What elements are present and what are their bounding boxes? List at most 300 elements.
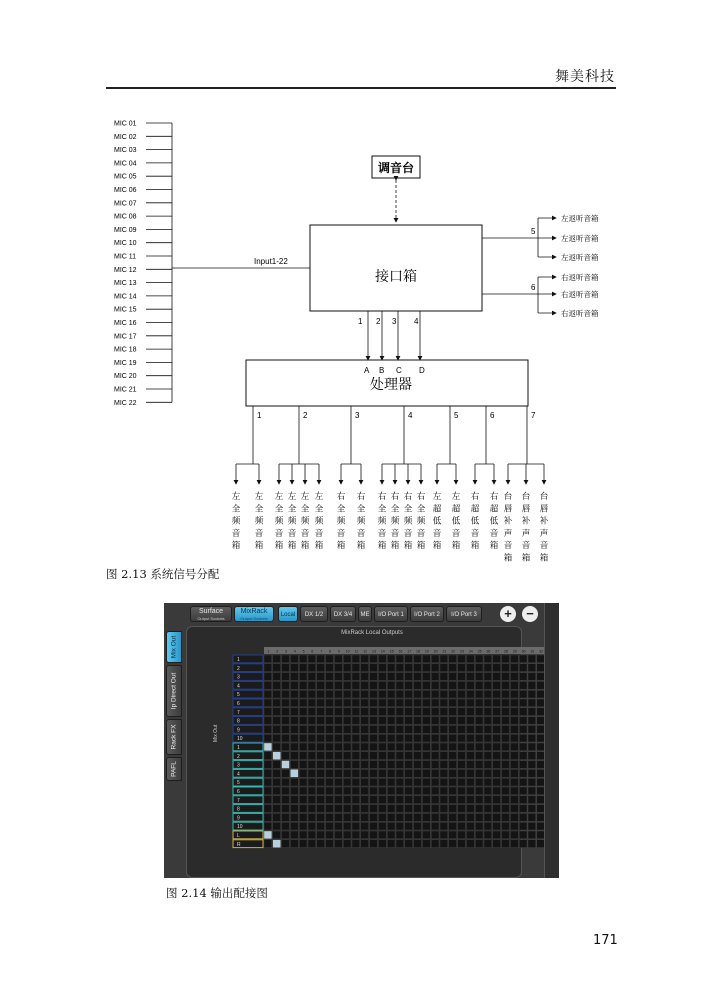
matrix-cell: [510, 840, 518, 848]
mic-label: MIC 14: [114, 293, 137, 301]
matrix-cell: [290, 725, 298, 733]
matrix-cell: [273, 673, 281, 681]
matrix-cell: [378, 717, 386, 725]
matrix-cell: [528, 840, 536, 848]
matrix-cell: [475, 690, 483, 698]
matrix-cell: [422, 813, 430, 821]
matrix-cell: [493, 813, 501, 821]
output-matrix-panel: [186, 626, 544, 878]
matrix-cell: [352, 664, 360, 672]
side-tab-label: Rack FX: [170, 724, 178, 750]
matrix-cell: [466, 664, 474, 672]
row-label: 6: [237, 701, 240, 707]
matrix-cell: [343, 805, 351, 813]
row-label: 10: [237, 824, 243, 831]
minus-button[interactable]: −: [522, 606, 538, 622]
matrix-cell: [449, 681, 457, 689]
matrix-cell: [326, 690, 334, 698]
matrix-cell: [282, 734, 290, 742]
matrix-cell: [493, 840, 501, 848]
matrix-cell: [273, 822, 281, 830]
matrix-cell: [484, 805, 492, 813]
matrix-cell: [326, 778, 334, 786]
matrix-cell: [449, 831, 457, 839]
matrix-cell: [466, 655, 474, 663]
matrix-cell: [466, 690, 474, 698]
matrix-cell: [343, 752, 351, 760]
matrix-cell: [405, 840, 413, 848]
row-label: 1: [237, 657, 240, 663]
matrix-cell: [466, 831, 474, 839]
matrix-cell: [440, 725, 448, 733]
matrix-cell: [352, 778, 360, 786]
matrix-cell: [326, 708, 334, 716]
matrix-cell: [326, 805, 334, 813]
matrix-cell: [466, 699, 474, 707]
matrix-cell: [484, 717, 492, 725]
matrix-cell: [290, 840, 298, 848]
matrix-cell: [290, 734, 298, 742]
matrix-cell: [431, 778, 439, 786]
matrix-cell: [352, 822, 360, 830]
matrix-cell: [405, 769, 413, 777]
monitor-speaker-label: 左返听音箱: [561, 214, 599, 223]
matrix-cell: [422, 831, 430, 839]
matrix-cell: [396, 761, 404, 769]
matrix-cell: [299, 796, 307, 804]
matrix-cell: [282, 778, 290, 786]
tab-i-o-port-1[interactable]: [374, 606, 408, 622]
matrix-cell: [352, 761, 360, 769]
matrix-cell: [378, 761, 386, 769]
matrix-cell: [440, 681, 448, 689]
matrix-cell: [299, 840, 307, 848]
matrix-cell: [326, 664, 334, 672]
matrix-cell: [378, 769, 386, 777]
matrix-cell: [458, 831, 466, 839]
matrix-cell: [290, 778, 298, 786]
row-label: 4: [237, 683, 240, 690]
matrix-cell: [343, 769, 351, 777]
matrix-cell: [484, 769, 492, 777]
matrix-cell: [282, 813, 290, 821]
matrix-cell: [475, 681, 483, 689]
matrix-cell: [334, 769, 342, 777]
mic-label: MIC 22: [114, 399, 137, 407]
matrix-cell: [326, 717, 334, 725]
matrix-cell: [414, 840, 422, 848]
matrix-cell: [290, 664, 298, 672]
matrix-cell: [484, 813, 492, 821]
matrix-cell: [440, 673, 448, 681]
matrix-cell: [387, 734, 395, 742]
matrix-cell: [264, 681, 272, 689]
monitor-speaker-label: 右返听音箱: [561, 290, 599, 299]
matrix-cell: [493, 743, 501, 751]
matrix-cell: [361, 796, 369, 804]
matrix-cell: [378, 796, 386, 804]
matrix-cell: [493, 681, 501, 689]
matrix-cell: [475, 699, 483, 707]
matrix-cell: [431, 681, 439, 689]
matrix-cell: [458, 717, 466, 725]
matrix-cell: [343, 664, 351, 672]
matrix-cell: [493, 690, 501, 698]
column-number: 7: [320, 649, 323, 654]
matrix-cell: [334, 813, 342, 821]
matrix-cell: [502, 708, 510, 716]
mic-label: MIC 17: [114, 333, 137, 341]
matrix-cell: [264, 813, 272, 821]
monitor-speakers: [482, 213, 599, 318]
matrix-cell: [510, 796, 518, 804]
tab-label: I/O Port 3: [451, 612, 477, 618]
side-tab-label: Ip Direct Out: [170, 672, 178, 710]
matrix-cell: [405, 664, 413, 672]
matrix-cell: [299, 752, 307, 760]
matrix-cell: [440, 769, 448, 777]
interface-box-label: 接口箱: [375, 268, 417, 284]
matrix-cell: [378, 708, 386, 716]
matrix-cell: [422, 840, 430, 848]
matrix-cell: [449, 690, 457, 698]
matrix-cell: [475, 725, 483, 733]
matrix-cell: [273, 717, 281, 725]
matrix-cell: [352, 787, 360, 795]
matrix-cell: [405, 673, 413, 681]
matrix-cell: [528, 681, 536, 689]
matrix-cell: [317, 787, 325, 795]
matrix-cell: [414, 717, 422, 725]
tab-dx-3-4[interactable]: [330, 606, 356, 622]
matrix-cell: [290, 655, 298, 663]
row-label: 5: [237, 780, 240, 787]
matrix-cell: [378, 778, 386, 786]
side-tab-mix-out[interactable]: [166, 631, 182, 663]
tab-i-o-port-3[interactable]: [446, 606, 482, 622]
matrix-cell: [273, 769, 281, 777]
matrix-cell: [282, 673, 290, 681]
matrix-cell: [519, 769, 527, 777]
box-output-number: 3: [392, 317, 397, 326]
matrix-cell: [466, 743, 474, 751]
matrix-cell: [431, 752, 439, 760]
matrix-cell: [378, 699, 386, 707]
tab-sublabel: Output Sockets: [197, 616, 225, 621]
matrix-cell: [528, 805, 536, 813]
matrix-cell: [273, 805, 281, 813]
tab-surface[interactable]: [190, 606, 232, 622]
plus-button[interactable]: +: [500, 606, 516, 622]
matrix-cell: [449, 743, 457, 751]
matrix-cell: [370, 690, 378, 698]
row-label: 2: [237, 753, 240, 760]
matrix-cell: [493, 822, 501, 830]
matrix-cell: [510, 725, 518, 733]
matrix-cell: [422, 734, 430, 742]
matrix-cell: [299, 761, 307, 769]
speaker-label: 左全频音箱: [254, 491, 264, 551]
matrix-cell: [308, 743, 316, 751]
matrix-cell: [282, 787, 290, 795]
matrix-cell: [334, 796, 342, 804]
matrix-cell: [326, 761, 334, 769]
box-output-number: 1: [358, 317, 363, 326]
matrix-cell: [361, 681, 369, 689]
matrix-cell: [317, 822, 325, 830]
processor-output-number: 3: [355, 411, 360, 420]
matrix-cell: [484, 787, 492, 795]
matrix-cell: [264, 769, 272, 777]
matrix-cell: [519, 778, 527, 786]
matrix-cell: [422, 752, 430, 760]
matrix-cell: [466, 769, 474, 777]
matrix-cell: [290, 805, 298, 813]
matrix-cell: [299, 778, 307, 786]
matrix-cell: [519, 734, 527, 742]
matrix-cell: [264, 778, 272, 786]
matrix-cell: [308, 813, 316, 821]
processor-output-number: 5: [454, 411, 459, 420]
matrix-cell: [378, 831, 386, 839]
matrix-cell: [493, 778, 501, 786]
monitor-speaker-label: 左返听音箱: [561, 234, 599, 243]
matrix-cell: [299, 787, 307, 795]
matrix-cell: [466, 778, 474, 786]
matrix-cell: [308, 769, 316, 777]
matrix-cell: [414, 796, 422, 804]
speaker-label: 右全频音箱: [356, 491, 366, 551]
matrix-cell: [422, 717, 430, 725]
matrix-cell: [326, 673, 334, 681]
tab-label: Local: [280, 612, 296, 618]
matrix-cell: [422, 769, 430, 777]
matrix-cell: [475, 708, 483, 716]
matrix-cell: [387, 673, 395, 681]
matrix-cell: [378, 840, 386, 848]
matrix-cell: [458, 725, 466, 733]
box-output-number: 4: [414, 317, 419, 326]
matrix-cell: [352, 813, 360, 821]
matrix-cell: [396, 787, 404, 795]
matrix-cell: [361, 655, 369, 663]
matrix-cell: [493, 664, 501, 672]
matrix-cell: [378, 673, 386, 681]
column-number: 31: [530, 649, 535, 654]
matrix-cell: [502, 673, 510, 681]
matrix-cell: [352, 655, 360, 663]
matrix-cell: [264, 717, 272, 725]
matrix-cell: [387, 769, 395, 777]
matrix-cell: [343, 822, 351, 830]
matrix-cell: [502, 690, 510, 698]
matrix-cell: [273, 831, 281, 839]
matrix-cell: [449, 778, 457, 786]
matrix-cell: [431, 822, 439, 830]
matrix-cell: [273, 655, 281, 663]
matrix-cell: [361, 664, 369, 672]
matrix-cell: [449, 699, 457, 707]
matrix-cell: [361, 708, 369, 716]
matrix-cell: [378, 725, 386, 733]
row-label: 2: [237, 665, 240, 672]
matrix-cell: [299, 655, 307, 663]
processor-input-letter: B: [379, 366, 385, 375]
matrix-cell: [343, 681, 351, 689]
matrix-cell: [387, 840, 395, 848]
speaker-label: 右超低音箱: [470, 491, 480, 551]
tab-sublabel: Output Sockets: [240, 616, 268, 621]
matrix-cell: [370, 673, 378, 681]
matrix-cell: [440, 708, 448, 716]
matrix-cell: [326, 725, 334, 733]
matrix-cell: [493, 796, 501, 804]
column-number: 14: [380, 649, 385, 654]
matrix-cell: [387, 796, 395, 804]
matrix-cell: [396, 699, 404, 707]
matrix-cell: [431, 840, 439, 848]
matrix-cell: [387, 752, 395, 760]
matrix-cell: [484, 743, 492, 751]
matrix-cell: [510, 822, 518, 830]
matrix-cell: [334, 822, 342, 830]
tab-me[interactable]: [358, 606, 372, 622]
tab-label: ME: [360, 612, 370, 618]
matrix-cell: [431, 734, 439, 742]
side-tab-ip-direct-out[interactable]: [166, 665, 182, 717]
matrix-cell: [378, 743, 386, 751]
matrix-cell: [502, 822, 510, 830]
matrix-cell: [440, 778, 448, 786]
matrix-cell: [466, 761, 474, 769]
matrix-cell: [273, 743, 281, 751]
matrix-cell: [502, 734, 510, 742]
matrix-cell: [317, 690, 325, 698]
matrix-cell: [519, 699, 527, 707]
speaker-label: 右全频音箱: [416, 491, 426, 551]
matrix-cell: [334, 664, 342, 672]
matrix-cell: [493, 761, 501, 769]
matrix-cell: [466, 752, 474, 760]
mic-label: MIC 03: [114, 147, 137, 155]
processor-input-letter: A: [364, 366, 370, 375]
matrix-cell: [396, 743, 404, 751]
row-label: 7: [237, 709, 240, 716]
matrix-cell: [317, 813, 325, 821]
matrix-cell: [414, 699, 422, 707]
tab-i-o-port-2[interactable]: [410, 606, 444, 622]
matrix-cell: [458, 778, 466, 786]
matrix-cell: [317, 664, 325, 672]
matrix-cell: [396, 664, 404, 672]
matrix-cell: [308, 840, 316, 848]
matrix-cell: [343, 831, 351, 839]
matrix-cell: [528, 831, 536, 839]
console-label: 调音台: [377, 161, 415, 175]
mic-label: MIC 01: [114, 120, 137, 128]
matrix-cell: [440, 664, 448, 672]
matrix-cell: [317, 655, 325, 663]
matrix-cell: [502, 787, 510, 795]
matrix-cell: [510, 831, 518, 839]
matrix-cell: [519, 813, 527, 821]
matrix-cell: [519, 787, 527, 795]
matrix-cell: [282, 796, 290, 804]
matrix-cell: [326, 734, 334, 742]
matrix-cell: [370, 664, 378, 672]
matrix-cell: [519, 796, 527, 804]
mic-label: MIC 05: [114, 173, 137, 181]
matrix-cell: [475, 831, 483, 839]
matrix-cell: [317, 699, 325, 707]
matrix-cell: [273, 778, 281, 786]
matrix-cell: [290, 769, 298, 777]
matrix-cell: [493, 717, 501, 725]
matrix-cell: [475, 840, 483, 848]
matrix-cell: [282, 664, 290, 672]
column-number: 24: [468, 649, 473, 654]
matrix-cell: [475, 796, 483, 804]
matrix-cell: [370, 725, 378, 733]
matrix-cell: [387, 778, 395, 786]
monitor-group-number: 5: [531, 227, 536, 236]
matrix-cell: [352, 699, 360, 707]
matrix-cell: [361, 831, 369, 839]
matrix-cell: [449, 805, 457, 813]
matrix-cell: [370, 681, 378, 689]
matrix-cell: [502, 813, 510, 821]
column-number: 25: [477, 649, 482, 654]
matrix-cell: [352, 673, 360, 681]
mix-out-axis-label: Mix Out: [213, 724, 219, 742]
column-number: 27: [495, 649, 500, 654]
matrix-cell: [299, 699, 307, 707]
tab-dx-1-2[interactable]: [300, 606, 328, 622]
tab-mixrack[interactable]: [234, 606, 274, 622]
matrix-cell: [466, 805, 474, 813]
matrix-cell: [431, 673, 439, 681]
matrix-cell: [387, 743, 395, 751]
matrix-cell: [282, 840, 290, 848]
row-label: 9: [237, 815, 240, 822]
matrix-cell: [449, 752, 457, 760]
matrix-cell: [273, 699, 281, 707]
tab-local[interactable]: [278, 606, 298, 622]
matrix-cell: [405, 717, 413, 725]
matrix-cell: [343, 673, 351, 681]
matrix-cell: [510, 743, 518, 751]
matrix-cell: [334, 831, 342, 839]
matrix-cell: [317, 708, 325, 716]
matrix-cell: [378, 813, 386, 821]
matrix-cell: [458, 664, 466, 672]
matrix-cell: [308, 796, 316, 804]
matrix-cell: [299, 769, 307, 777]
column-number: 21: [442, 649, 447, 654]
matrix-cell: [387, 699, 395, 707]
matrix-cell: [317, 681, 325, 689]
side-tab-rack-fx[interactable]: [166, 719, 182, 755]
matrix-cell: [422, 787, 430, 795]
matrix-cell: [440, 734, 448, 742]
speaker-label: 台唇补声音箱: [521, 491, 531, 563]
box-output-number: 2: [376, 317, 381, 326]
matrix-cell: [273, 734, 281, 742]
matrix-cell: [317, 673, 325, 681]
side-tab-pafl[interactable]: [166, 757, 182, 781]
matrix-cell: [458, 840, 466, 848]
matrix-cell: [493, 655, 501, 663]
